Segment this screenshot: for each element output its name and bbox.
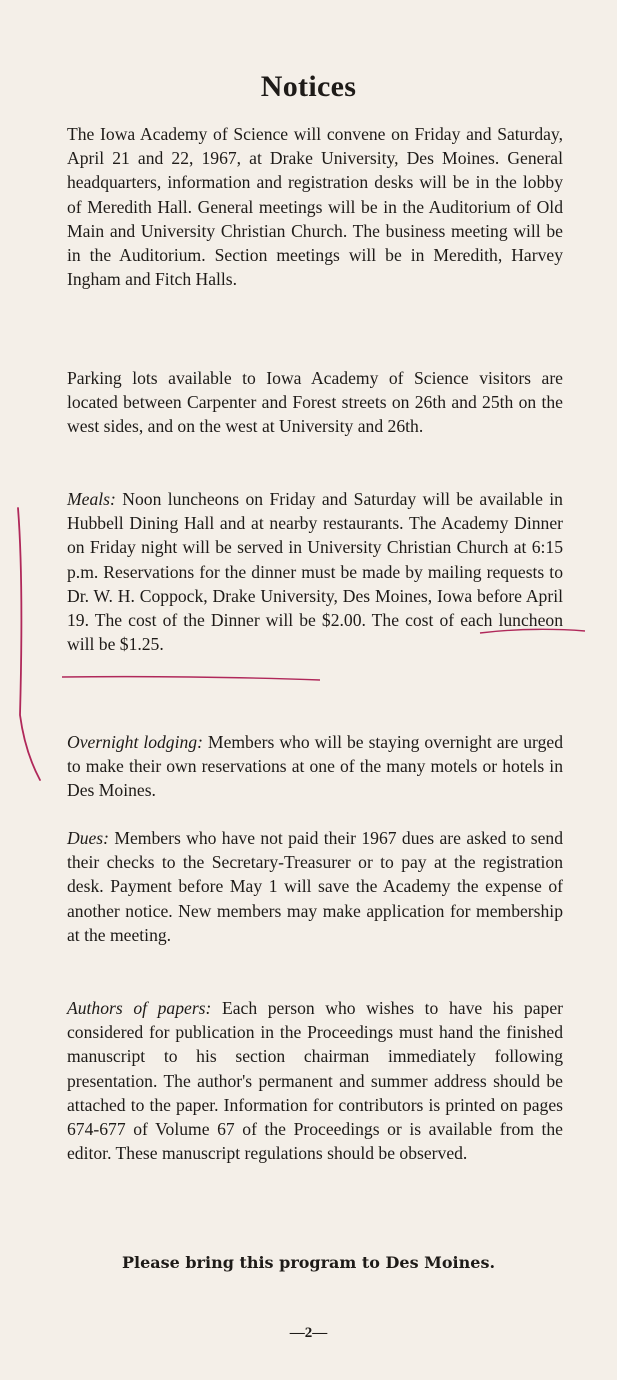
paragraph-convening <box>67 122 563 291</box>
paragraph-label: Overnight lodging: <box>67 732 208 752</box>
paragraph-parking <box>67 366 563 439</box>
paragraph-label: Authors of papers: <box>67 998 222 1018</box>
paragraph-text: The Iowa Academy of Science will convene on Friday and Saturday, April 21 and 22, 1967, at Drake University, Des Moines. General headquarters, information and registration desks will be in the lobby of Meredith Hall. General meetings will be in the Auditorium of Old Main and University Christian Church. The business meeting will be in the Auditorium. Section meetings will be in Meredith, Harvey Ingham and Fitch Halls. <box>67 124 563 290</box>
paragraph-authors <box>67 996 563 1165</box>
paragraph-text: Noon luncheons on Friday and Saturday will be available in Hubbell Dining Hall and at nearby restaurants. The Academy Dinner on Friday night will be served in University Christian Church at 6:15 p.m. Reservations for the dinner must be made by mailing requests to Dr. W. H. Coppock, Drake University, Des Moines, Iowa before April 19. The cost of the Dinner will be $2.00. The cost of each luncheon will be $1.25. <box>67 489 563 655</box>
paragraph-text: Each person who wishes to have his paper considered for publication in the Proceedings must hand the finished manuscript to his section chairman immediately following presentation. The author's permanent and summer address should be attached to the paper. Information for contributors is printed on pages 674-677 of Volume 67 of the Proceedings or is available from the editor. These manuscript regulations should be observed. <box>67 998 563 1164</box>
page-title: Notices <box>260 70 357 104</box>
paragraph-text: Members who will be staying overnight are urged to make their own reservations at one of the many motels or hotels in Des Moines. <box>67 732 563 801</box>
underline-mark <box>62 677 320 680</box>
paragraph-label: Meals: <box>67 489 123 509</box>
paragraph-text: Parking lots available to Iowa Academy of Science visitors are located between Carpenter and Forest streets on 26th and 25th on the west sides, and on the west at University and 26th. <box>67 368 563 437</box>
paragraph-lodging <box>67 730 563 803</box>
paragraph-label: Dues: <box>67 828 115 848</box>
page-number: —2— <box>289 1325 328 1341</box>
paragraph-text: Members who have not paid their 1967 dues are asked to send their checks to the Secretary-Treasurer or to pay at the registration desk. Payment before May 1 will save the Academy the expense of another notice. New members may make application for membership at the meeting. <box>67 828 563 945</box>
paragraph-dues <box>67 826 563 947</box>
closing-note: Please bring this program to Des Moines. <box>121 1253 496 1272</box>
margin-bracket-mark <box>18 508 40 780</box>
paragraph-meals <box>67 487 563 656</box>
